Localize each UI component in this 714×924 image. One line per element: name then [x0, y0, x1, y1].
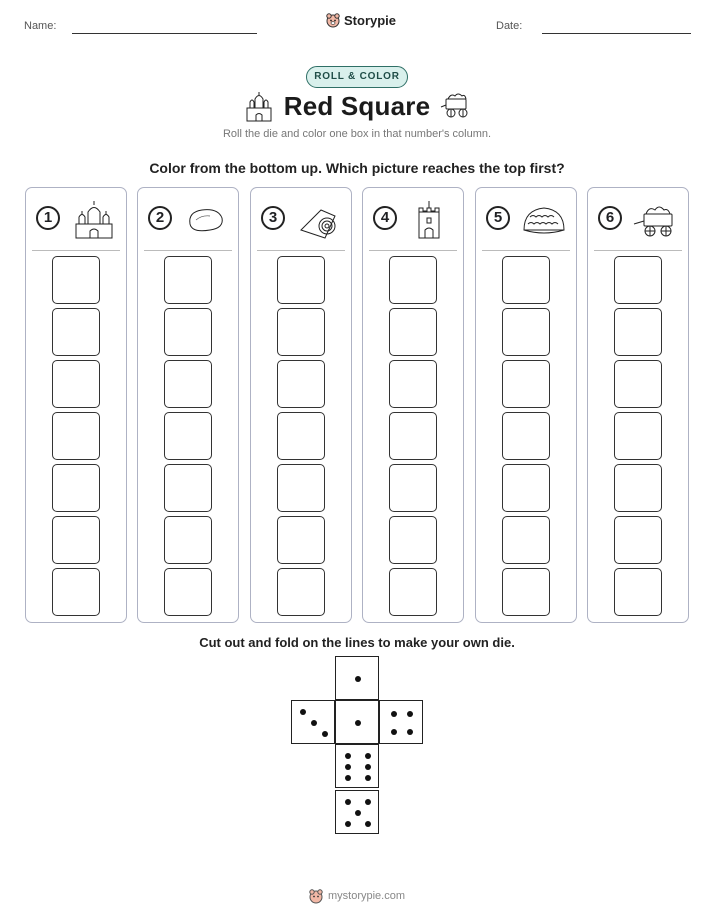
- die-face-lower: [335, 744, 379, 788]
- pip: [322, 731, 328, 737]
- color-box[interactable]: [502, 516, 550, 564]
- color-box[interactable]: [164, 360, 212, 408]
- color-box[interactable]: [614, 412, 662, 460]
- column-1: [25, 187, 127, 623]
- pip: [391, 729, 397, 735]
- color-box[interactable]: [614, 308, 662, 356]
- date-label: Date:: [496, 20, 523, 32]
- pip: [407, 711, 413, 717]
- footer: [308, 888, 405, 904]
- pip: [345, 821, 351, 827]
- die-face-left: [291, 700, 335, 744]
- scroll-icon: [295, 200, 343, 240]
- storypie-mascot-icon: [308, 888, 324, 904]
- color-box[interactable]: [164, 568, 212, 616]
- name-line: [72, 33, 257, 34]
- column-4: [362, 187, 464, 623]
- color-box[interactable]: [502, 568, 550, 616]
- color-box[interactable]: [614, 464, 662, 512]
- color-box[interactable]: [389, 308, 437, 356]
- color-box[interactable]: [389, 412, 437, 460]
- color-box[interactable]: [52, 308, 100, 356]
- color-box[interactable]: [164, 256, 212, 304]
- column-divider: [32, 250, 120, 251]
- column-5: [475, 187, 577, 623]
- cobblestone-icon: [182, 200, 230, 240]
- subtitle: Roll the die and color one box in that number's column.: [222, 128, 492, 140]
- color-box[interactable]: [277, 464, 325, 512]
- color-box[interactable]: [164, 464, 212, 512]
- cathedral-icon: [70, 200, 118, 240]
- pip: [365, 753, 371, 759]
- column-divider: [594, 250, 682, 251]
- pip: [311, 720, 317, 726]
- column-number: 1: [36, 206, 60, 230]
- date-line: [542, 33, 691, 34]
- color-box[interactable]: [389, 360, 437, 408]
- column-divider: [257, 250, 345, 251]
- column-number: 3: [261, 206, 285, 230]
- column-number: 6: [598, 206, 622, 230]
- color-box[interactable]: [52, 516, 100, 564]
- color-box[interactable]: [277, 516, 325, 564]
- column-divider: [144, 250, 232, 251]
- die-face-center: [335, 700, 379, 744]
- column-number: 5: [486, 206, 510, 230]
- fur-hat-icon: [520, 200, 568, 240]
- color-box[interactable]: [164, 308, 212, 356]
- color-box[interactable]: [52, 464, 100, 512]
- column-number: 2: [148, 206, 172, 230]
- pip: [345, 764, 351, 770]
- column-6: [587, 187, 689, 623]
- die-face-bottom: [335, 790, 379, 834]
- color-box[interactable]: [277, 568, 325, 616]
- die-face-right: [379, 700, 423, 744]
- pip: [355, 676, 361, 682]
- die-face-top: [335, 656, 379, 700]
- footer-url: mystorypie.com: [328, 890, 406, 902]
- name-label: Name:: [24, 20, 57, 32]
- pip: [345, 753, 351, 759]
- brand-logo: [325, 12, 396, 28]
- color-box[interactable]: [52, 412, 100, 460]
- pip: [365, 821, 371, 827]
- cart-icon: [632, 200, 680, 240]
- column-3: [250, 187, 352, 623]
- color-box[interactable]: [277, 308, 325, 356]
- column-divider: [369, 250, 457, 251]
- color-box[interactable]: [614, 360, 662, 408]
- cart-icon: [438, 90, 472, 122]
- pip: [391, 711, 397, 717]
- color-box[interactable]: [614, 516, 662, 564]
- color-box[interactable]: [277, 360, 325, 408]
- brand-name: Storypie: [344, 12, 397, 28]
- color-box[interactable]: [502, 412, 550, 460]
- color-box[interactable]: [614, 568, 662, 616]
- column-number: 4: [373, 206, 397, 230]
- color-box[interactable]: [502, 464, 550, 512]
- page-title: Red Square: [283, 91, 431, 121]
- color-box[interactable]: [502, 308, 550, 356]
- color-box[interactable]: [389, 256, 437, 304]
- color-box[interactable]: [277, 412, 325, 460]
- pip: [300, 709, 306, 715]
- color-box[interactable]: [52, 568, 100, 616]
- column-2: [137, 187, 239, 623]
- pip: [365, 799, 371, 805]
- color-box[interactable]: [389, 568, 437, 616]
- instruction: Color from the bottom up. Which picture reaches the top first?: [149, 160, 565, 176]
- color-box[interactable]: [389, 464, 437, 512]
- pip: [407, 729, 413, 735]
- pip: [365, 775, 371, 781]
- pip: [355, 810, 361, 816]
- pip: [345, 799, 351, 805]
- roll-and-color-badge: ROLL & COLOR: [306, 66, 408, 88]
- color-box[interactable]: [389, 516, 437, 564]
- color-box[interactable]: [52, 256, 100, 304]
- color-box[interactable]: [52, 360, 100, 408]
- color-box[interactable]: [502, 360, 550, 408]
- die-instruction: Cut out and fold on the lines to make your own die.: [199, 635, 515, 650]
- pip: [345, 775, 351, 781]
- color-box[interactable]: [164, 516, 212, 564]
- color-box[interactable]: [277, 256, 325, 304]
- color-box[interactable]: [614, 256, 662, 304]
- storypie-mascot-icon: [325, 12, 341, 28]
- pip: [365, 764, 371, 770]
- pip: [355, 720, 361, 726]
- color-box[interactable]: [502, 256, 550, 304]
- color-box[interactable]: [164, 412, 212, 460]
- column-divider: [482, 250, 570, 251]
- tower-icon: [407, 200, 455, 240]
